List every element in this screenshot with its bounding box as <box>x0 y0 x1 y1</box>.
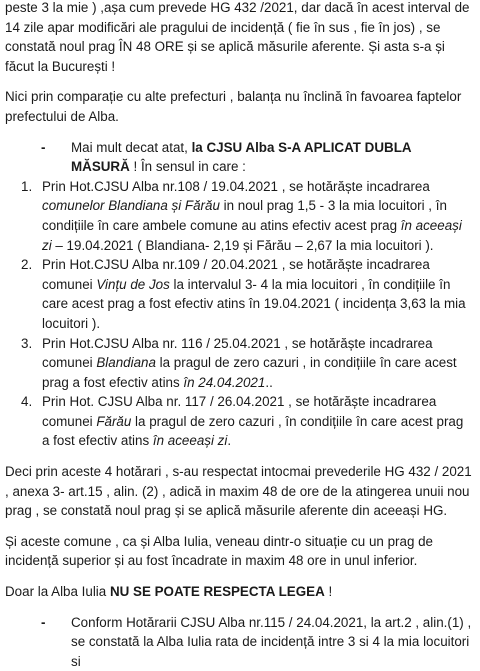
comparison-paragraph: Nici prin comparație cu alte prefecturi , balanța nu înclină în favoarea faptelor prefectului de Alba. <box>5 89 462 124</box>
alba-iulia-suffix: ! <box>324 584 333 600</box>
list-text: Prin Hot.CJSU Alba nr.108 / 19.04.2021 , se hotărăște incadrarea <box>42 178 430 194</box>
bullet-hotarare-115 <box>5 613 473 671</box>
list-text: . <box>227 433 232 449</box>
decisions-list <box>5 177 473 451</box>
list-number: 1. <box>21 178 33 194</box>
conclusion-paragraph: Deci prin aceste 4 hotărari , s-au respectat intocmai prevederile HG 432 / 2021 , anexa 3- art.15 , alin. (2) , adică in maxim 48 de ore de la atingerea unuii nou prag , se constată noul prag și se aplică măsurile aferente din aceeași HG. <box>5 464 472 519</box>
list-italic: în aceeași zi <box>152 433 228 449</box>
bullet-suffix: ! În sensul in care : <box>129 159 246 175</box>
list-italic: Fărău <box>96 413 132 429</box>
list-italic: în 24.04.2021 <box>183 374 266 390</box>
list-italic: în aceeași zi <box>42 217 462 253</box>
alba-iulia-bold: NU SE POATE RESPECTA LEGEA <box>109 584 325 600</box>
list-item <box>5 177 473 255</box>
list-number: 2. <box>21 257 33 273</box>
list-text: la pragul de zero cazuri , in condițiile în care acest prag a fost efectiv atins <box>42 355 457 390</box>
list-text: Prin Hot. CJSU Alba nr. 117 / 26.04.2021 , se hotărăște incadrarea comunei <box>42 394 437 429</box>
list-text: Prin Hot.CJSU Alba nr.109 / 20.04.2021 , se hotărăște incadrarea comunei <box>42 257 430 292</box>
document-body <box>5 0 473 671</box>
bullet-double-measure-text <box>42 138 473 177</box>
list-item <box>5 334 473 393</box>
list-italic: Blandiana <box>96 355 156 371</box>
list-text: Prin Hot.CJSU Alba nr. 116 / 25.04.2021 , se hotărăște incadrarea comunei <box>42 335 433 371</box>
list-text: in noul prag 1,5 - 3 la mia locuitori , în condițiile în care ambele comune au atins efectiv acest prag <box>42 198 447 233</box>
bullet-bold: la CJSU Alba S-A APLICAT DUBLA MĂSURĂ <box>71 139 412 175</box>
list-text: – 19.04.2021 ( Blandiana- 2,19 și Fărău – 2,67 la mia locuitori ). <box>51 237 434 253</box>
list-item <box>5 255 473 333</box>
list-italic: comunelor Blandiana și Fărău <box>42 198 220 214</box>
bullet-dash: - <box>41 614 46 630</box>
bullet-hotarare-115-text: Conform Hotărarii CJSU Alba nr.115 / 24.04.2021, la art.2 , alin.(1) , se constată la Alba Iulia rata de incidență intre 3 si 4 la mia locuitori si <box>71 614 472 669</box>
list-italic: Vințu de Jos <box>96 276 170 292</box>
list-text: la pragul de zero cazuri , în condițiile în care acest prag a fost efectiv atins <box>42 413 464 449</box>
intro-paragraph: peste 3 la mie ) ,așa cum prevede HG 432 /2021, dar dacă în acest interval de 14 zile apar modificări ale pragului de incidență ( fie în sus , fie în jos) , se constată noul prag ÎN 48 ORE și se aplică măsurile aferente. Și asta s-a și făcut la București ! <box>5 0 470 74</box>
communes-paragraph: Și aceste comune , ca și Alba Iulia, veneau dintr-o situație cu un prag de incidență superior și au fost încadrate in maxim 48 ore in unul inferior. <box>5 533 434 569</box>
bullet-prefix: Mai mult decat atat, <box>71 139 192 155</box>
list-text: la intervalul 3- 4 la mia locuitori , în condițiile în care acest prag a fost efectiv atins în 19.04.2021 ( incidența 3,63 la mia locuitori ). <box>42 276 466 331</box>
bullet-dash: - <box>41 139 46 155</box>
alba-iulia-prefix: Doar la Alba Iulia <box>5 584 110 600</box>
alba-iulia-paragraph <box>5 582 473 602</box>
list-number: 4. <box>21 394 33 410</box>
list-item <box>5 392 473 451</box>
bullet-double-measure <box>5 138 473 177</box>
list-text: .. <box>265 374 273 390</box>
list-number: 3. <box>21 335 33 351</box>
